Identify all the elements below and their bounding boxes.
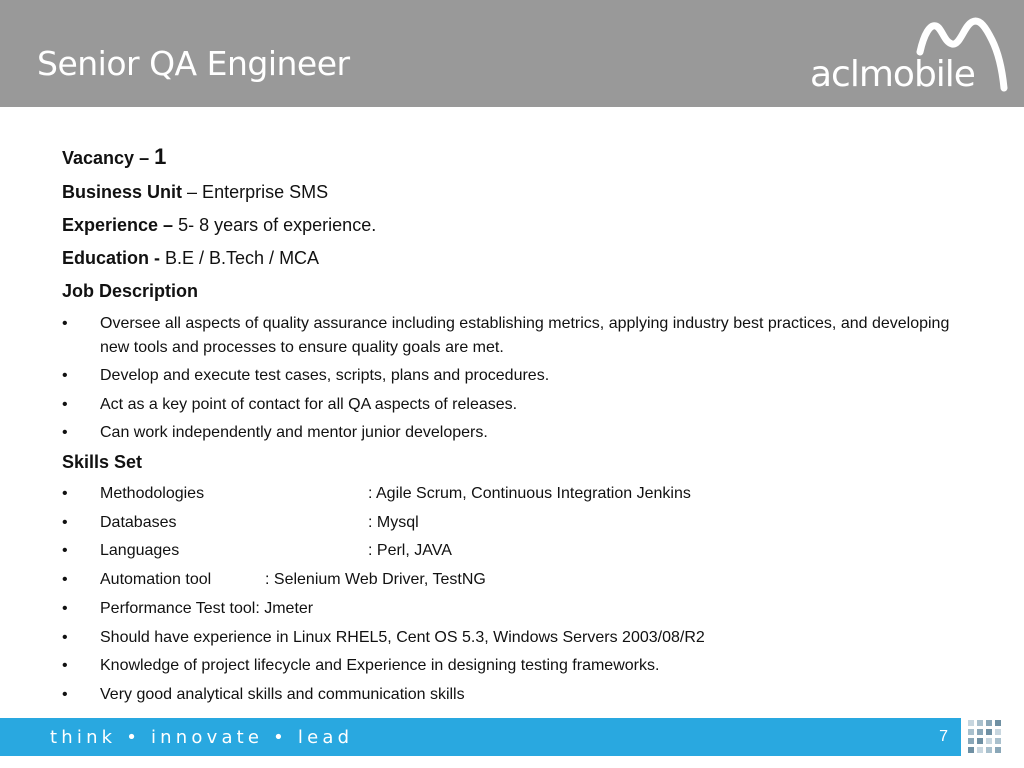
education-line <box>62 248 319 269</box>
grid-dot <box>977 720 983 726</box>
grid-dot <box>968 720 974 726</box>
experience-value: 5- 8 years of experience. <box>178 215 377 235</box>
job-description-heading: Job Description <box>62 281 199 301</box>
skill-value: : Agile Scrum, Continuous Integration Jenkins <box>368 485 691 502</box>
skills-heading: Skills Set <box>62 452 143 472</box>
grid-dot <box>977 729 983 735</box>
dot-grid-icon <box>968 720 1002 754</box>
skill-key: Languages <box>100 542 180 559</box>
skill-value: : Mysql <box>368 514 419 531</box>
vacancy-label: Vacancy – <box>62 148 150 168</box>
experience-line <box>62 215 376 236</box>
skill-value: : Perl, JAVA <box>368 542 452 559</box>
skill-key: Automation tool <box>100 571 212 588</box>
education-value: B.E / B.Tech / MCA <box>165 248 320 268</box>
skill-key: Methodologies <box>100 485 205 502</box>
business-unit-line <box>62 182 328 203</box>
aclmobile-logo <box>806 12 1012 100</box>
page-number: 7 <box>939 728 948 745</box>
slide-title: Senior QA Engineer <box>37 44 350 83</box>
grid-dot <box>995 729 1001 735</box>
grid-dot <box>968 747 974 753</box>
business-unit-label: Business Unit <box>62 182 183 202</box>
business-unit-value: – Enterprise SMS <box>187 182 329 202</box>
grid-dot <box>995 720 1001 726</box>
vacancy-value: 1 <box>154 144 167 169</box>
grid-dot <box>995 747 1001 753</box>
grid-dot <box>968 738 974 744</box>
skill-key: Databases <box>100 514 177 531</box>
skill-value: : Selenium Web Driver, TestNG <box>265 571 486 588</box>
grid-dot <box>995 738 1001 744</box>
grid-dot <box>968 729 974 735</box>
grid-dot <box>986 729 992 735</box>
tagline: think • innovate • lead <box>50 727 354 748</box>
grid-dot <box>986 738 992 744</box>
grid-dot <box>977 747 983 753</box>
grid-dot <box>986 747 992 753</box>
vacancy-line <box>62 144 166 170</box>
slide-header <box>0 0 1024 107</box>
slide-footer <box>0 718 961 756</box>
logo-text: aclmobile <box>810 54 975 95</box>
grid-dot <box>986 720 992 726</box>
grid-dot <box>977 738 983 744</box>
experience-label: Experience – <box>62 215 174 235</box>
education-label: Education - <box>62 248 160 268</box>
